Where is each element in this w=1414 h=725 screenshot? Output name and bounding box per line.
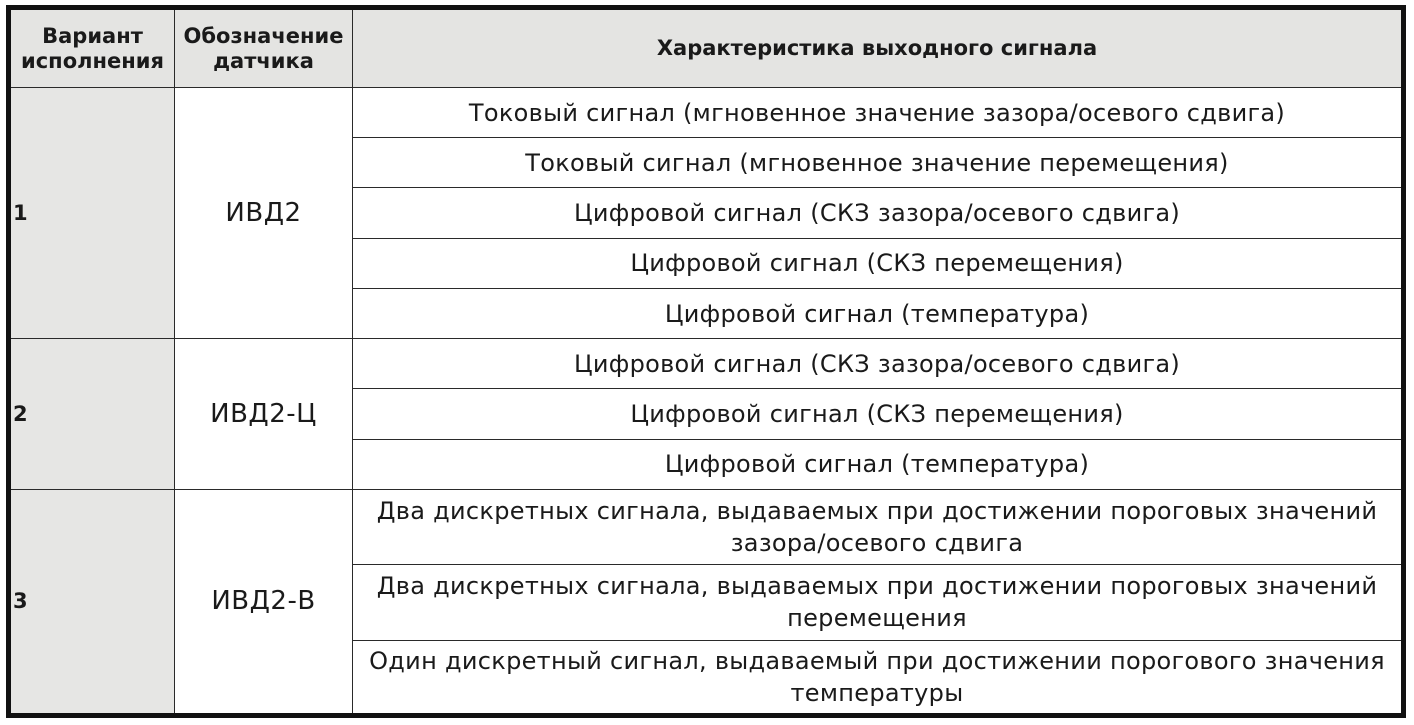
signal-cell: Цифровой сигнал (СКЗ зазора/осевого сдвига)	[353, 339, 1404, 389]
signal-cell: Два дискретных сигнала, выдаваемых при достижении пороговых значений зазора/осевого сдвига	[353, 489, 1404, 564]
header-designation: Обозначение датчика	[175, 8, 353, 88]
table-row	[9, 489, 1404, 564]
table-row	[9, 88, 1404, 138]
signal-cell: Один дискретный сигнал, выдаваемый при достижении порогового значения температуры	[353, 640, 1404, 715]
signal-cell: Цифровой сигнал (СКЗ зазора/осевого сдвига)	[353, 188, 1404, 238]
signal-cell: Цифровой сигнал (СКЗ перемещения)	[353, 389, 1404, 439]
table-body	[9, 88, 1404, 716]
table-header	[9, 8, 1404, 88]
signal-cell: Два дискретных сигнала, выдаваемых при достижении пороговых значений перемещения	[353, 565, 1404, 640]
signal-cell: Цифровой сигнал (температура)	[353, 288, 1404, 338]
designation-cell: ИВД2-В	[175, 489, 353, 715]
header-row	[9, 8, 1404, 88]
signal-cell: Цифровой сигнал (температура)	[353, 439, 1404, 489]
variant-cell: 2	[9, 339, 175, 490]
signal-cell: Токовый сигнал (мгновенное значение перемещения)	[353, 138, 1404, 188]
output-signal-table	[6, 5, 1406, 718]
header-characteristic: Характеристика выходного сигнала	[353, 8, 1404, 88]
variant-cell: 3	[9, 489, 175, 715]
signal-cell: Токовый сигнал (мгновенное значение зазора/осевого сдвига)	[353, 88, 1404, 138]
signal-cell: Цифровой сигнал (СКЗ перемещения)	[353, 238, 1404, 288]
header-variant: Вариант исполнения	[9, 8, 175, 88]
variant-cell: 1	[9, 88, 175, 339]
designation-cell: ИВД2-Ц	[175, 339, 353, 490]
designation-cell: ИВД2	[175, 88, 353, 339]
table-row	[9, 339, 1404, 389]
